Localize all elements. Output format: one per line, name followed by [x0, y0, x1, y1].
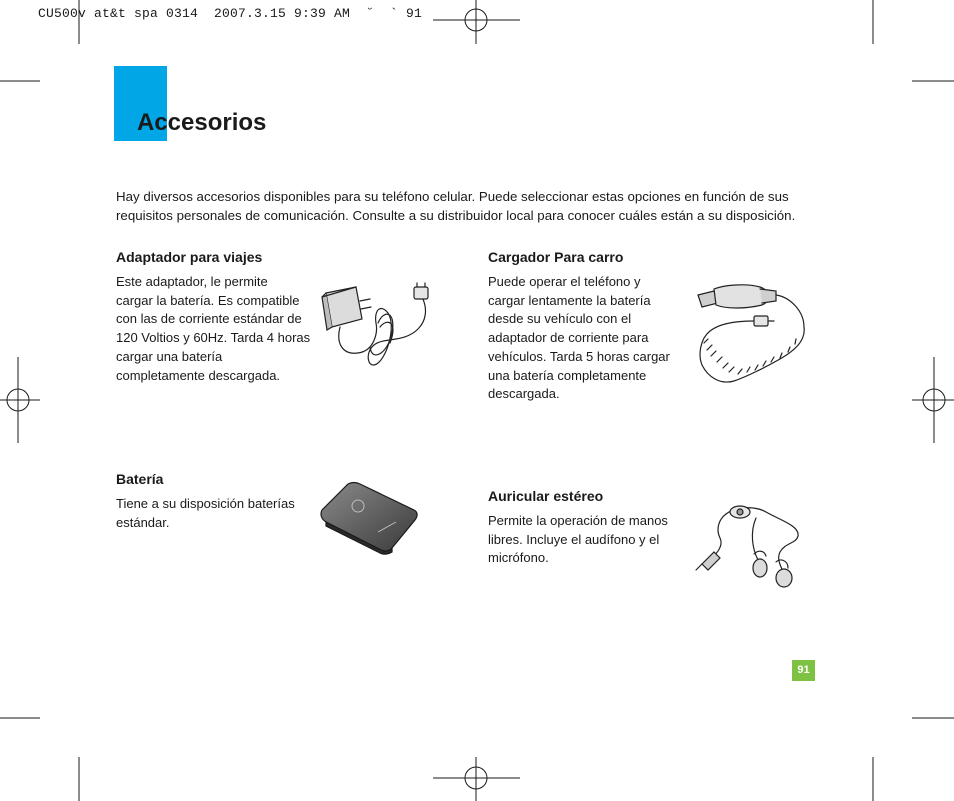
section-body-cargador — [488, 273, 688, 404]
print-slug: CU500v at&t spa 0314 2007.3.15 9:39 AM ˘ ` 91 — [38, 6, 423, 21]
intro-line: requisitos personales de comunicación. Consulte a su distribuidor local para conocer cuáles están a su disposición. — [116, 208, 796, 223]
travel-adapter-illustration — [318, 283, 436, 375]
body-line: desde su vehículo con el — [488, 311, 632, 327]
body-line: estándar. — [116, 514, 170, 530]
page-number-badge: 91 — [792, 660, 815, 681]
body-line: micrófono. — [488, 550, 549, 566]
intro-line: Hay diversos accesorios disponibles para su teléfono celular. Puede seleccionar estas opciones en función de sus — [116, 189, 789, 204]
body-line: Permite la operación de manos — [488, 513, 668, 528]
body-line: Tiene a su disposición baterías — [116, 496, 295, 511]
page-title: Accesorios — [137, 109, 267, 136]
section-title-auricular: Auricular estéreo — [488, 488, 604, 504]
body-line: adaptador de corriente para — [488, 330, 649, 346]
body-line: completamente descargada. — [116, 367, 281, 383]
body-line: Este adaptador, le permite — [116, 274, 268, 289]
body-line: vehículos. Tarda 5 horas cargar — [488, 348, 670, 364]
section-body-auricular — [488, 512, 688, 568]
body-line: cargar lentamente la batería — [488, 292, 651, 308]
intro-paragraph — [116, 187, 826, 225]
car-charger-illustration — [694, 281, 810, 389]
section-auricular — [488, 487, 688, 568]
section-bateria — [116, 470, 316, 532]
section-adaptador — [116, 248, 316, 385]
body-line: una batería completamente — [488, 367, 647, 383]
body-line: cargar una batería — [116, 348, 223, 364]
body-line: Puede operar el teléfono y — [488, 274, 641, 289]
section-title-cargador: Cargador Para carro — [488, 249, 624, 265]
battery-illustration — [318, 480, 420, 554]
body-line: cargar la batería. Es compatible — [116, 292, 300, 308]
section-body-adaptador — [116, 273, 316, 385]
section-title-adaptador: Adaptador para viajes — [116, 249, 263, 265]
body-line: con las de corriente estándar de — [116, 311, 302, 327]
section-title-bateria: Batería — [116, 471, 164, 487]
section-cargador — [488, 248, 688, 404]
body-line: libres. Incluye el audífono y el — [488, 531, 660, 547]
section-body-bateria — [116, 495, 316, 532]
body-line: 120 Voltios y 60Hz. Tarda 4 horas — [116, 330, 311, 346]
stereo-headset-illustration — [696, 502, 806, 588]
body-line: descargada. — [488, 386, 560, 402]
